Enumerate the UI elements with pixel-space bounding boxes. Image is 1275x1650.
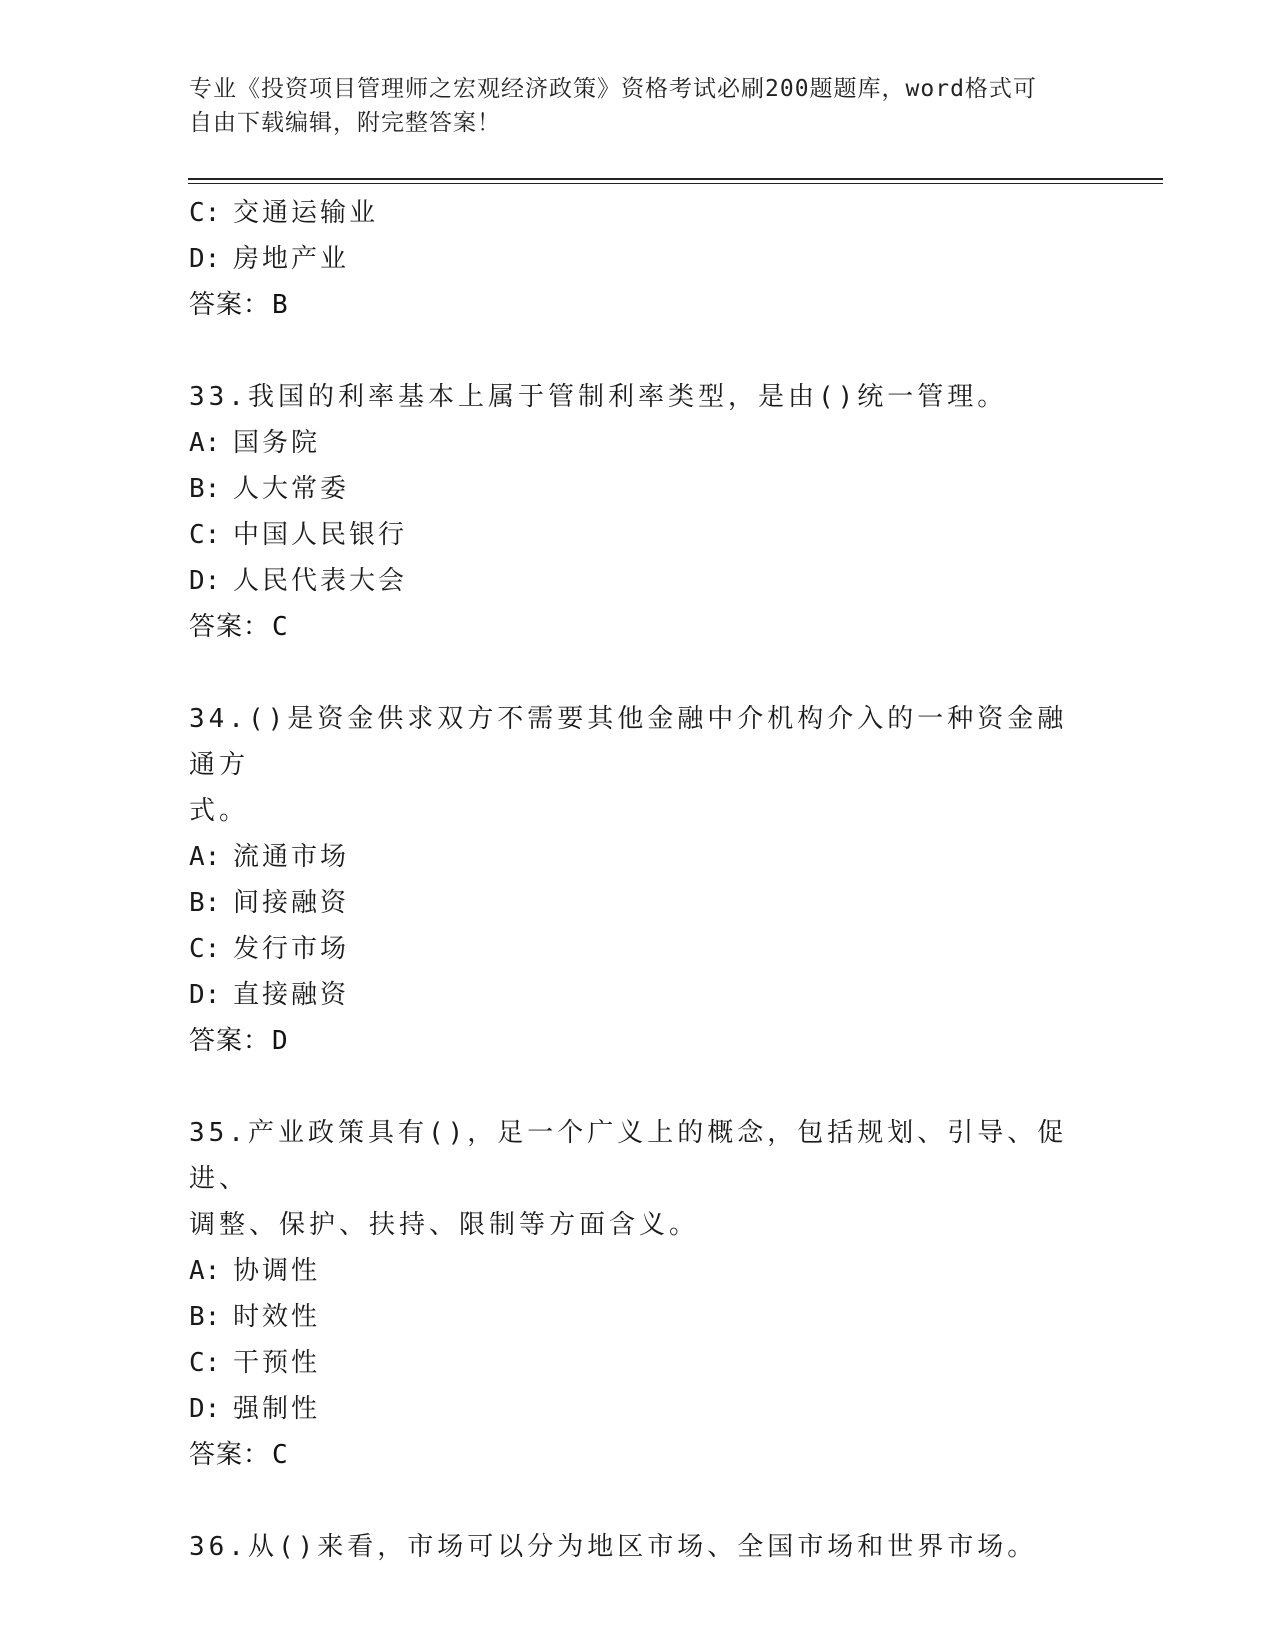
- question-list: [189, 190, 1089, 1570]
- question-34: [189, 696, 1089, 1064]
- option-a: [189, 1248, 1089, 1294]
- answer-line: [189, 604, 1089, 650]
- spacer: [189, 650, 1089, 696]
- option-text: 强制性: [233, 1394, 321, 1424]
- question-stem-line-1: 34.()是资金供求双方不需要其他金融中介机构介入的一种资金融通方: [189, 704, 1068, 780]
- spacer: [189, 1478, 1089, 1524]
- spacer: [189, 1064, 1089, 1110]
- option-text: 人大常委: [233, 474, 350, 504]
- answer-label: 答案：: [189, 290, 271, 320]
- question-35: [189, 1110, 1089, 1478]
- option-letter: A:: [189, 842, 221, 872]
- question-32-tail: [189, 190, 1089, 328]
- spacer: [189, 328, 1089, 374]
- option-d: [189, 972, 1089, 1018]
- option-c: [189, 512, 1089, 558]
- answer-key: D: [272, 1026, 289, 1056]
- option-d: [189, 558, 1089, 604]
- option-letter: C:: [189, 198, 221, 228]
- option-a: [189, 420, 1089, 466]
- option-d: [189, 1386, 1089, 1432]
- question-stem-line-2: 式。: [189, 796, 250, 826]
- option-c: [189, 1340, 1089, 1386]
- question-stem-line-1: 35.产业政策具有()，足一个广义上的概念，包括规划、引导、促进、: [189, 1118, 1068, 1194]
- answer-line: [189, 1432, 1089, 1478]
- option-text: 房地产业: [233, 244, 350, 274]
- option-text: 发行市场: [233, 934, 350, 964]
- option-b: [189, 1294, 1089, 1340]
- option-c: [189, 926, 1089, 972]
- option-letter: C:: [189, 934, 221, 964]
- option-letter: D:: [189, 566, 221, 596]
- option-text: 人民代表大会: [233, 566, 408, 596]
- option-text: 时效性: [233, 1302, 321, 1332]
- page-header: [189, 72, 1089, 140]
- option-letter: D:: [189, 244, 221, 274]
- header-line-2: 自由下载编辑，附完整答案！: [189, 110, 501, 136]
- option-text: 国务院: [233, 428, 321, 458]
- answer-label: 答案：: [189, 1440, 271, 1470]
- answer-label: 答案：: [189, 612, 271, 642]
- answer-key: B: [272, 290, 289, 320]
- option-b: [189, 466, 1089, 512]
- option-b: [189, 880, 1089, 926]
- option-letter: B:: [189, 888, 221, 918]
- option-letter: C:: [189, 1348, 221, 1378]
- question-stem: 36.从()来看，市场可以分为地区市场、全国市场和世界市场。: [189, 1532, 1038, 1562]
- answer-line: [189, 282, 1089, 328]
- header-rule-thick: [188, 178, 1163, 180]
- option-c: [189, 190, 1089, 236]
- question-stem: 33.我国的利率基本上属于管制利率类型，是由()统一管理。: [189, 382, 1008, 412]
- header-line-1: 专业《投资项目管理师之宏观经济政策》资格考试必刷200题题库，word格式可: [189, 76, 1037, 102]
- answer-line: [189, 1018, 1089, 1064]
- question-stem-line-2: 调整、保护、扶持、限制等方面含义。: [189, 1210, 700, 1240]
- option-text: 中国人民银行: [233, 520, 408, 550]
- option-text: 间接融资: [233, 888, 350, 918]
- option-letter: D:: [189, 1394, 221, 1424]
- option-letter: B:: [189, 1302, 221, 1332]
- question-36: [189, 1524, 1089, 1570]
- option-text: 协调性: [233, 1256, 321, 1286]
- header-rule-thin: [188, 183, 1163, 184]
- option-letter: C:: [189, 520, 221, 550]
- option-letter: D:: [189, 980, 221, 1010]
- option-a: [189, 834, 1089, 880]
- option-d: [189, 236, 1089, 282]
- option-letter: B:: [189, 474, 221, 504]
- option-text: 干预性: [233, 1348, 321, 1378]
- option-letter: A:: [189, 1256, 221, 1286]
- answer-key: C: [272, 1440, 289, 1470]
- option-text: 交通运输业: [233, 198, 379, 228]
- answer-label: 答案：: [189, 1026, 271, 1056]
- question-33: [189, 374, 1089, 650]
- option-letter: A:: [189, 428, 221, 458]
- option-text: 直接融资: [233, 980, 350, 1010]
- option-text: 流通市场: [233, 842, 350, 872]
- answer-key: C: [272, 612, 289, 642]
